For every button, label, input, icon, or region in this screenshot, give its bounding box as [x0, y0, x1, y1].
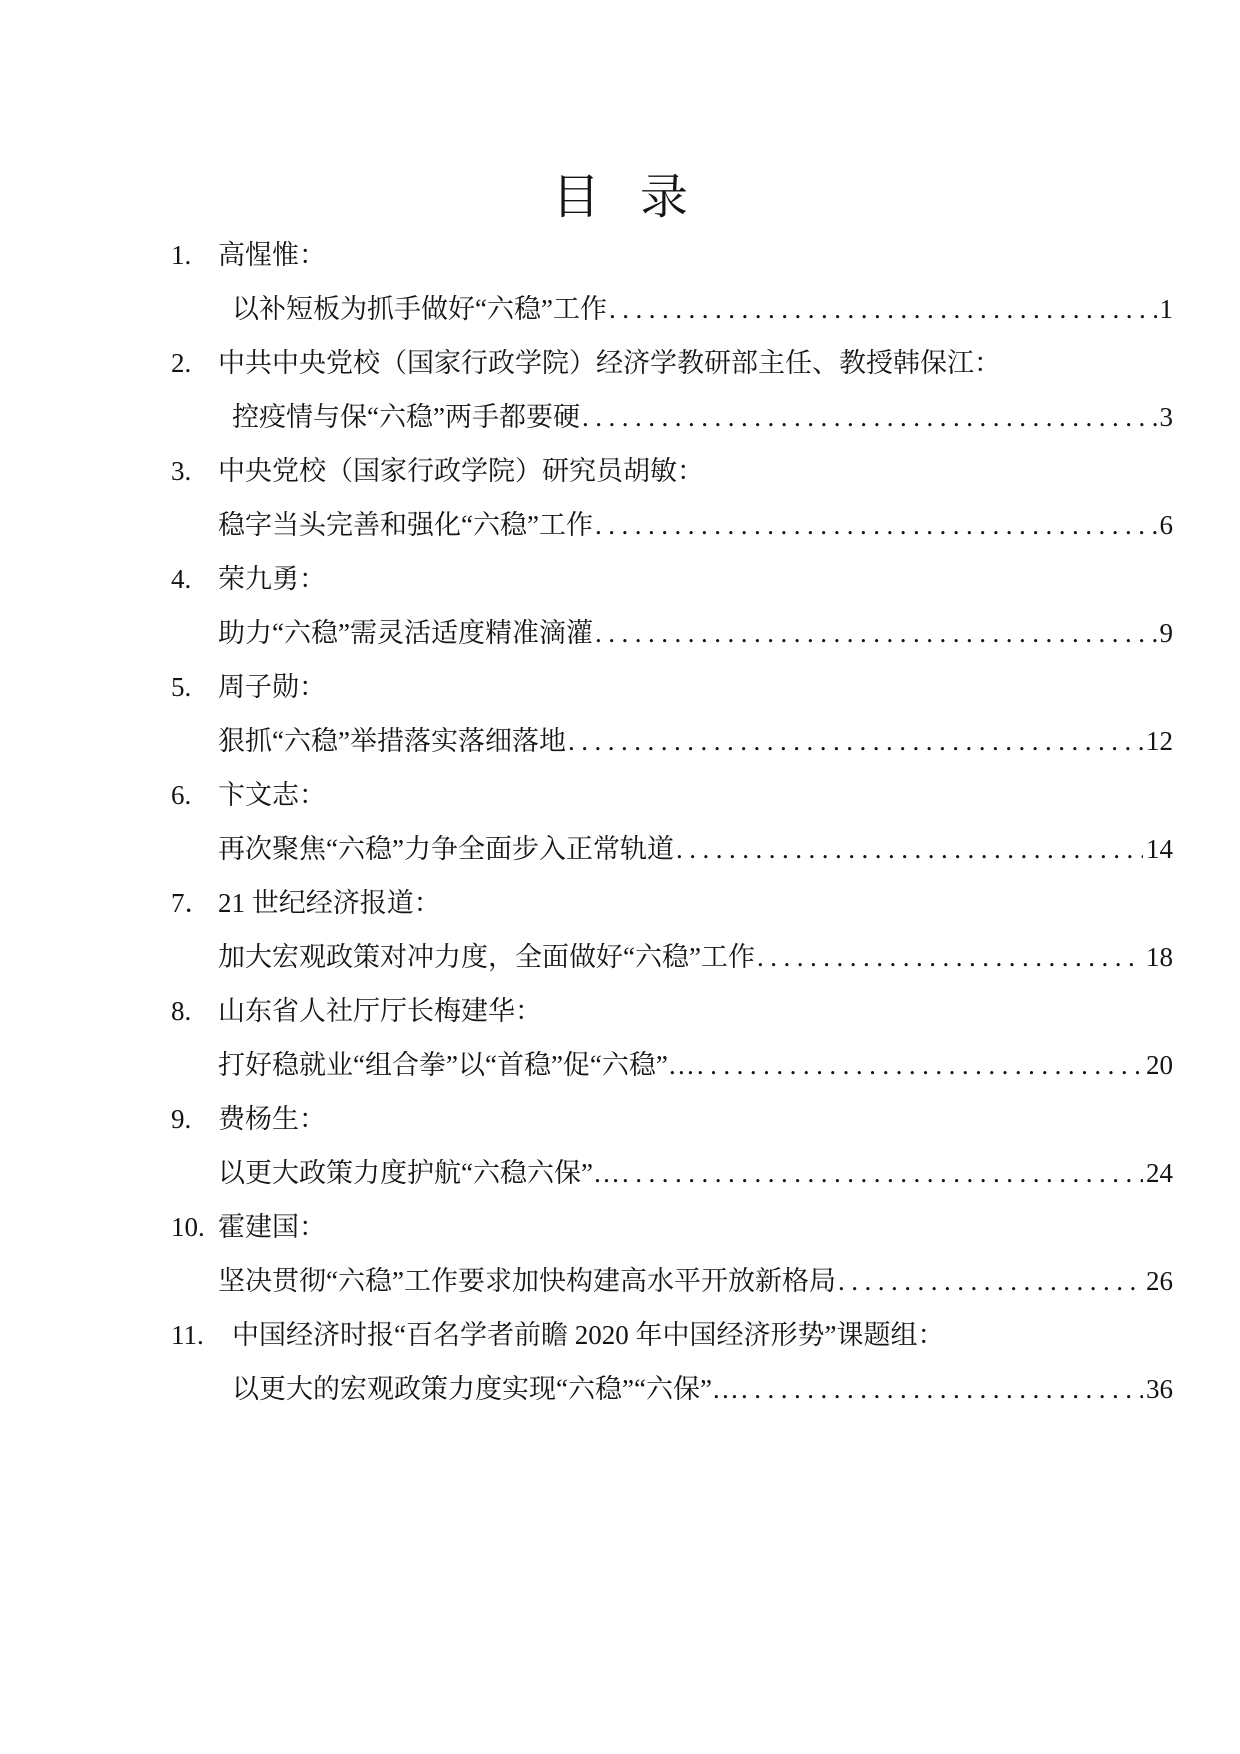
- entry-author: 中共中央党校（国家行政学院）经济学教研部主任、教授韩保江：: [218, 348, 1001, 378]
- dot-leader: [695, 1038, 1143, 1092]
- toc-entry-title-line: [218, 1038, 1173, 1092]
- dot-leader: [620, 1146, 1143, 1200]
- toc-entry-title-line: [218, 498, 1173, 552]
- entry-number: 7．: [171, 888, 212, 918]
- toc-entry-heading: [0, 552, 1240, 606]
- entry-title: 以更大政策力度护航“六稳六保”…: [218, 1158, 620, 1188]
- toc-entry-title-line: [218, 1254, 1173, 1308]
- toc-entry-heading: [0, 876, 1240, 930]
- dot-leader: [836, 1254, 1143, 1308]
- entry-author: 中央党校（国家行政学院）研究员胡敏：: [218, 456, 704, 486]
- entry-title: 以补短板为抓手做好“六稳”工作: [232, 294, 607, 324]
- entry-page-number: 1: [1159, 294, 1173, 324]
- dot-leader: [593, 606, 1157, 660]
- entry-author: 高惺惟：: [218, 240, 326, 270]
- entry-number: 5.: [171, 672, 192, 702]
- entry-author: 霍建国：: [218, 1212, 326, 1242]
- entry-page-number: 12: [1146, 726, 1173, 756]
- entry-page-number: 3: [1159, 402, 1173, 432]
- toc-entry-title-line: [232, 390, 1173, 444]
- dot-leader: [580, 390, 1157, 444]
- toc-entry-title-line: [232, 1362, 1173, 1416]
- toc-entry-heading: [0, 768, 1240, 822]
- entry-page-number: 26: [1146, 1266, 1173, 1296]
- entry-page-number: 24: [1146, 1158, 1173, 1188]
- toc-entry-heading: [0, 1200, 1240, 1254]
- entry-author: 费杨生：: [218, 1104, 326, 1134]
- toc-entry-heading: [0, 984, 1240, 1038]
- entry-title: 加大宏观政策对冲力度，全面做好“六稳”工作: [218, 942, 755, 972]
- entry-author: 山东省人社厅厅长梅建华：: [218, 996, 542, 1026]
- entry-page-number: 18: [1146, 942, 1173, 972]
- entry-title: 稳字当头完善和强化“六稳”工作: [218, 510, 593, 540]
- entry-page-number: 6: [1159, 510, 1173, 540]
- entry-page-number: 20: [1146, 1050, 1173, 1080]
- dot-leader: [566, 714, 1143, 768]
- dot-leader: [593, 498, 1157, 552]
- page-title: 目 录: [551, 171, 702, 224]
- toc-entry-heading: [0, 1092, 1240, 1146]
- dot-leader: [674, 822, 1143, 876]
- entry-title: 再次聚焦“六稳”力争全面步入正常轨道: [218, 834, 674, 864]
- toc-entry-heading: [0, 444, 1240, 498]
- dot-leader: [607, 282, 1157, 336]
- entry-number: 2.: [171, 348, 192, 378]
- entry-page-number: 36: [1146, 1374, 1173, 1404]
- entry-page-number: 14: [1146, 834, 1173, 864]
- entry-author: 中国经济时报“百名学者前瞻 2020 年中国经济形势”课题组：: [232, 1320, 945, 1350]
- entry-title: 控疫情与保“六稳”两手都要硬: [232, 402, 580, 432]
- toc-entry-heading: [0, 336, 1240, 390]
- toc-entry-heading: [0, 228, 1240, 282]
- entry-author: 荣九勇：: [218, 564, 326, 594]
- dot-leader: [755, 930, 1143, 984]
- entry-number: 10.: [171, 1212, 205, 1242]
- entry-number: 6.: [171, 780, 192, 810]
- entry-number: 1.: [171, 240, 192, 270]
- entry-author: 21 世纪经济报道：: [218, 888, 441, 918]
- entry-page-number: 9: [1159, 618, 1173, 648]
- entry-title: 以更大的宏观政策力度实现“六稳”“六保”…: [232, 1374, 739, 1404]
- toc-entry-title-line: [232, 282, 1173, 336]
- entry-number: 11.: [171, 1320, 204, 1350]
- entry-number: 8.: [171, 996, 192, 1026]
- entry-number: 9.: [171, 1104, 192, 1134]
- toc-entry-heading: [0, 660, 1240, 714]
- entry-title: 打好稳就业“组合拳”以“首稳”促“六稳”…: [218, 1050, 695, 1080]
- entry-number: 3.: [171, 456, 192, 486]
- entry-title: 助力“六稳”需灵活适度精准滴灌: [218, 618, 593, 648]
- entry-title: 坚决贯彻“六稳”工作要求加快构建高水平开放新格局: [218, 1266, 836, 1296]
- toc-entry-title-line: [218, 606, 1173, 660]
- dot-leader: [739, 1362, 1143, 1416]
- entry-author: 周子勋：: [218, 672, 326, 702]
- toc-entry-title-line: [218, 1146, 1173, 1200]
- entry-number: 4.: [171, 564, 192, 594]
- toc-entry-title-line: [218, 822, 1173, 876]
- toc-entry-title-line: [218, 714, 1173, 768]
- entry-title: 狠抓“六稳”举措落实落细落地: [218, 726, 566, 756]
- toc-entry-title-line: [218, 930, 1173, 984]
- entry-author: 卞文志：: [218, 780, 326, 810]
- toc-entry-heading: [0, 1308, 1240, 1362]
